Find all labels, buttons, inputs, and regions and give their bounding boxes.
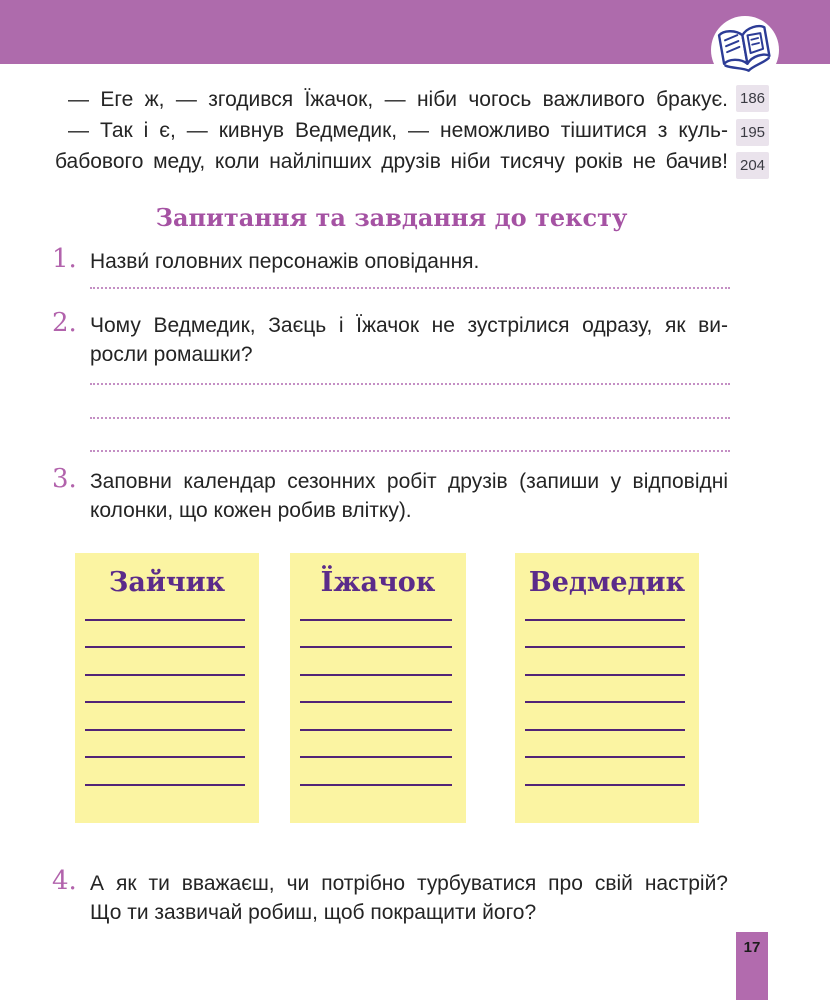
calendar-column-title: Їжачок: [320, 567, 436, 598]
question-line: Що ти зазвичай робиш, щоб покращити його?: [90, 901, 537, 924]
page-number-tab: [736, 932, 768, 1000]
question-2-number: 2.: [52, 308, 77, 338]
write-line: [300, 648, 452, 676]
question-3-text: [90, 467, 728, 525]
question-2-text: [90, 311, 728, 369]
answer-line: [90, 287, 730, 289]
excerpt-line: бабового меду, коли найліпших друзів ніби тисячу років не бачив!: [55, 150, 728, 173]
write-lines: [525, 593, 685, 786]
section-title: Запитання та завдання до тексту: [155, 203, 628, 232]
write-line: [85, 703, 245, 731]
write-line: [525, 731, 685, 759]
question-1-text: [90, 247, 728, 276]
write-line: [300, 676, 452, 704]
question-1-number: 1.: [52, 244, 77, 274]
calendar-column-izhachok: [290, 553, 466, 823]
question-4-text: [90, 869, 728, 927]
question-line: росли ромашки?: [90, 343, 253, 366]
write-lines: [300, 593, 452, 786]
answer-line: [90, 450, 730, 452]
calendar-column-title: Зайчик: [108, 567, 226, 598]
excerpt-line: — Так і є, — кивнув Ведмедик, — неможливо тішитися з куль-: [68, 119, 728, 142]
write-line: [300, 621, 452, 649]
word-count-badges: [736, 85, 769, 179]
word-count-badge: 204: [736, 152, 769, 179]
calendar-column-title: Ведмедик: [528, 567, 686, 598]
book-icon-circle: [711, 16, 779, 84]
write-lines: [85, 593, 245, 786]
calendar-column-vedmedyk: [515, 553, 699, 823]
write-line: [300, 758, 452, 786]
calendar-column-zaichyk: [75, 553, 259, 823]
answer-line: [90, 383, 730, 385]
write-line: [525, 621, 685, 649]
write-line: [525, 648, 685, 676]
question-line: Заповни календар сезонних робіт друзів (запиши у відповідні: [90, 470, 728, 493]
write-line: [85, 731, 245, 759]
question-line: Назви́ головних персонажів оповідання.: [90, 250, 480, 273]
word-count-badge: 195: [736, 119, 769, 146]
question-line: Чому Ведмедик, Заєць і Їжачок не зустрілися одразу, як ви-: [90, 314, 728, 337]
write-line: [300, 703, 452, 731]
write-line: [300, 593, 452, 621]
answer-line: [90, 417, 730, 419]
write-line: [85, 648, 245, 676]
write-line: [300, 731, 452, 759]
write-line: [85, 676, 245, 704]
write-line: [525, 703, 685, 731]
excerpt-line: — Еге ж, — згодився Їжачок, — ніби чогось важливого бракує.: [68, 88, 728, 111]
question-line: колонки, що кожен робив влітку).: [90, 499, 412, 522]
header-band: [0, 0, 830, 64]
question-line: А як ти вважаєш, чи потрібно турбуватися про свій настрій?: [90, 872, 728, 895]
write-line: [525, 593, 685, 621]
write-line: [525, 758, 685, 786]
write-line: [85, 593, 245, 621]
question-3-number: 3.: [52, 464, 77, 494]
story-excerpt: [55, 84, 728, 177]
write-line: [85, 758, 245, 786]
page-number: 17: [743, 939, 761, 956]
write-line: [85, 621, 245, 649]
word-count-badge: 186: [736, 85, 769, 112]
question-4-number: 4.: [52, 866, 77, 896]
open-book-icon: [714, 23, 776, 77]
write-line: [525, 676, 685, 704]
